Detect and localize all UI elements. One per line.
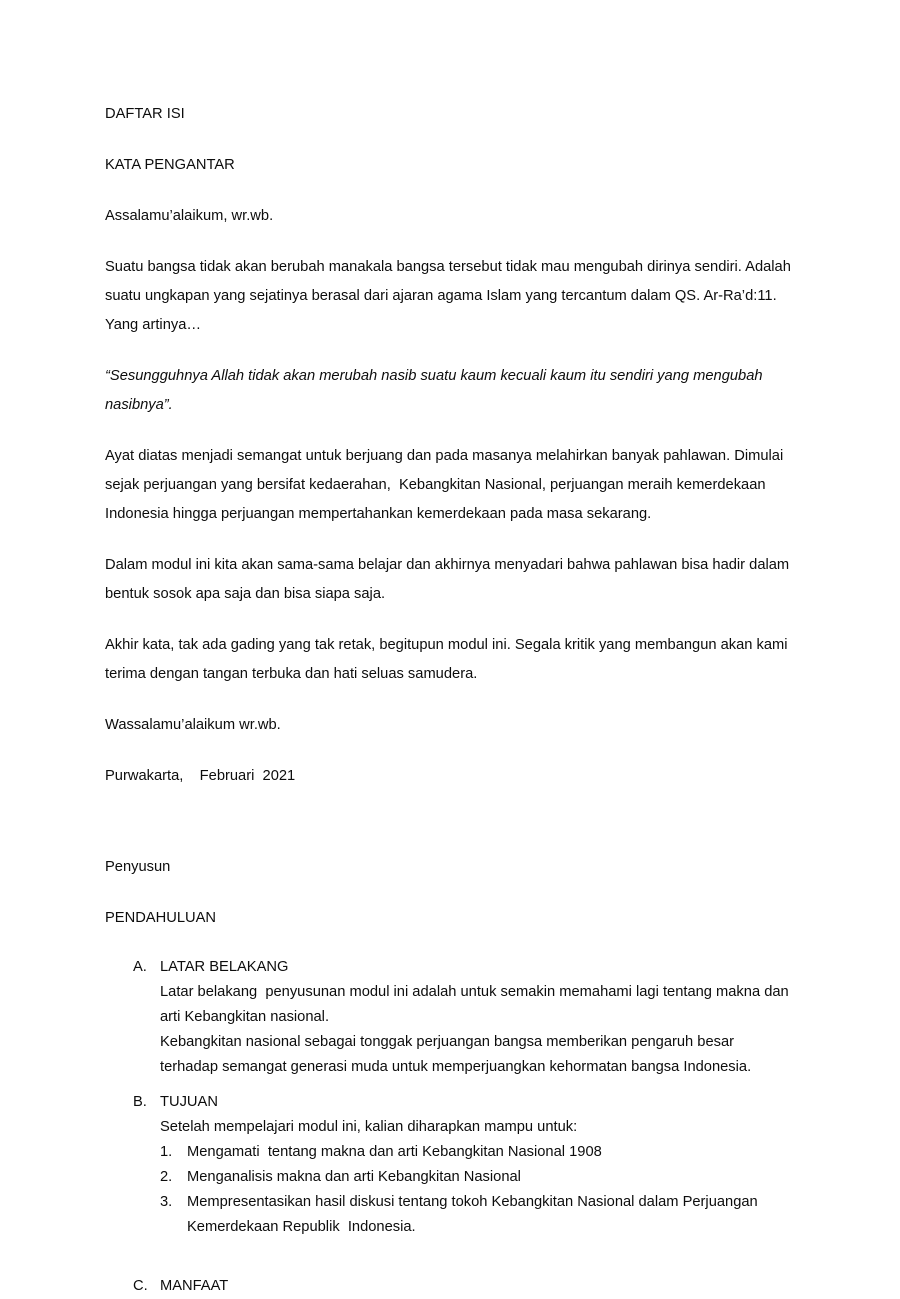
outline-item-tujuan <box>105 1090 795 1240</box>
list-item <box>160 1140 795 1165</box>
outline-marker-a: A. <box>133 959 147 975</box>
list-item-text: Menganalisis makna dan arti Kebangkitan Nasional <box>187 1169 521 1185</box>
outline-item-latar-belakang <box>105 955 795 1080</box>
closing-greeting: Wassalamu’alaikum wr.wb. <box>105 717 281 733</box>
outline-list <box>105 955 795 1299</box>
paragraph-three: Dalam modul ini kita akan sama-sama belajar dan akhirnya menyadari bahwa pahlawan bisa hadir dalam bentuk sosok apa saja dan bisa siapa saja. <box>105 557 794 602</box>
list-item <box>160 1190 795 1240</box>
outline-marker-c: C. <box>133 1278 148 1294</box>
quran-quote: “Sesungguhnya Allah tidak akan merubah nasib suatu kaum kecuali kaum itu sendiri yang mengubah nasibnya”. <box>105 368 767 413</box>
list-marker-3: 3. <box>160 1194 173 1210</box>
table-of-contents-heading: DAFTAR ISI <box>105 106 185 122</box>
outline-title-tujuan: TUJUAN <box>160 1094 218 1110</box>
outline-title-latar-belakang: LATAR BELAKANG <box>160 959 289 975</box>
place-and-date: Purwakarta, Februari 2021 <box>105 768 296 784</box>
outline-item-manfaat <box>105 1250 795 1299</box>
list-item-text: Mempresentasikan hasil diskusi tentang tokoh Kebangkitan Nasional dalam Perjuangan Kemerdekaan Republik Indonesia. <box>187 1194 762 1235</box>
list-marker-1: 1. <box>160 1144 173 1160</box>
outline-marker-b: B. <box>133 1094 147 1110</box>
manfaat-spacer <box>160 1250 795 1274</box>
tujuan-numbered-list <box>160 1140 795 1240</box>
list-item <box>160 1165 795 1190</box>
list-marker-2: 2. <box>160 1169 173 1185</box>
outline-body-paragraph-1: Latar belakang penyusunan modul ini adalah untuk semakin memahami lagi tentang makna dan arti Kebangkitan nasional. <box>160 984 793 1025</box>
paragraph-four: Akhir kata, tak ada gading yang tak retak, begitupun modul ini. Segala kritik yang membangun akan kami terima dengan tangan terbuka dan hati seluas samudera. <box>105 637 792 682</box>
intro-paragraph: Suatu bangsa tidak akan berubah manakala bangsa tersebut tidak mau mengubah dirinya sendiri. Adalah suatu ungkapan yang sejatinya berasal dari ajaran agama Islam yang tercantum dalam QS. Ar-Ra’d:11. Yang artinya… <box>105 259 795 333</box>
list-item-text: Mengamati tentang makna dan arti Kebangkitan Nasional 1908 <box>187 1144 602 1160</box>
signature-spacer <box>105 813 795 853</box>
outline-title-manfaat: MANFAAT <box>160 1278 229 1294</box>
greeting-line: Assalamu’alaikum, wr.wb. <box>105 208 274 224</box>
tujuan-lead-text: Setelah mempelajari modul ini, kalian diharapkan mampu untuk: <box>160 1119 578 1135</box>
introduction-heading: PENDAHULUAN <box>105 910 216 926</box>
paragraph-two: Ayat diatas menjadi semangat untuk berjuang dan pada masanya melahirkan banyak pahlawan. Dimulai sejak perjuangan yang bersifat kedaerahan, Kebangkitan Nasional, perjuangan meraih kemerdekaan Indonesia hingga perjuangan mempertahankan kemerdekaan pada masa sekarang. <box>105 448 788 522</box>
document-body <box>105 100 795 1299</box>
author-label: Penyusun <box>105 859 171 875</box>
outline-body-paragraph-2: Kebangkitan nasional sebagai tonggak perjuangan bangsa memberikan pengaruh besar terhadap semangat generasi muda untuk memperjuangkan kehormatan bangsa Indonesia. <box>160 1034 752 1075</box>
preface-heading: KATA PENGANTAR <box>105 157 235 173</box>
